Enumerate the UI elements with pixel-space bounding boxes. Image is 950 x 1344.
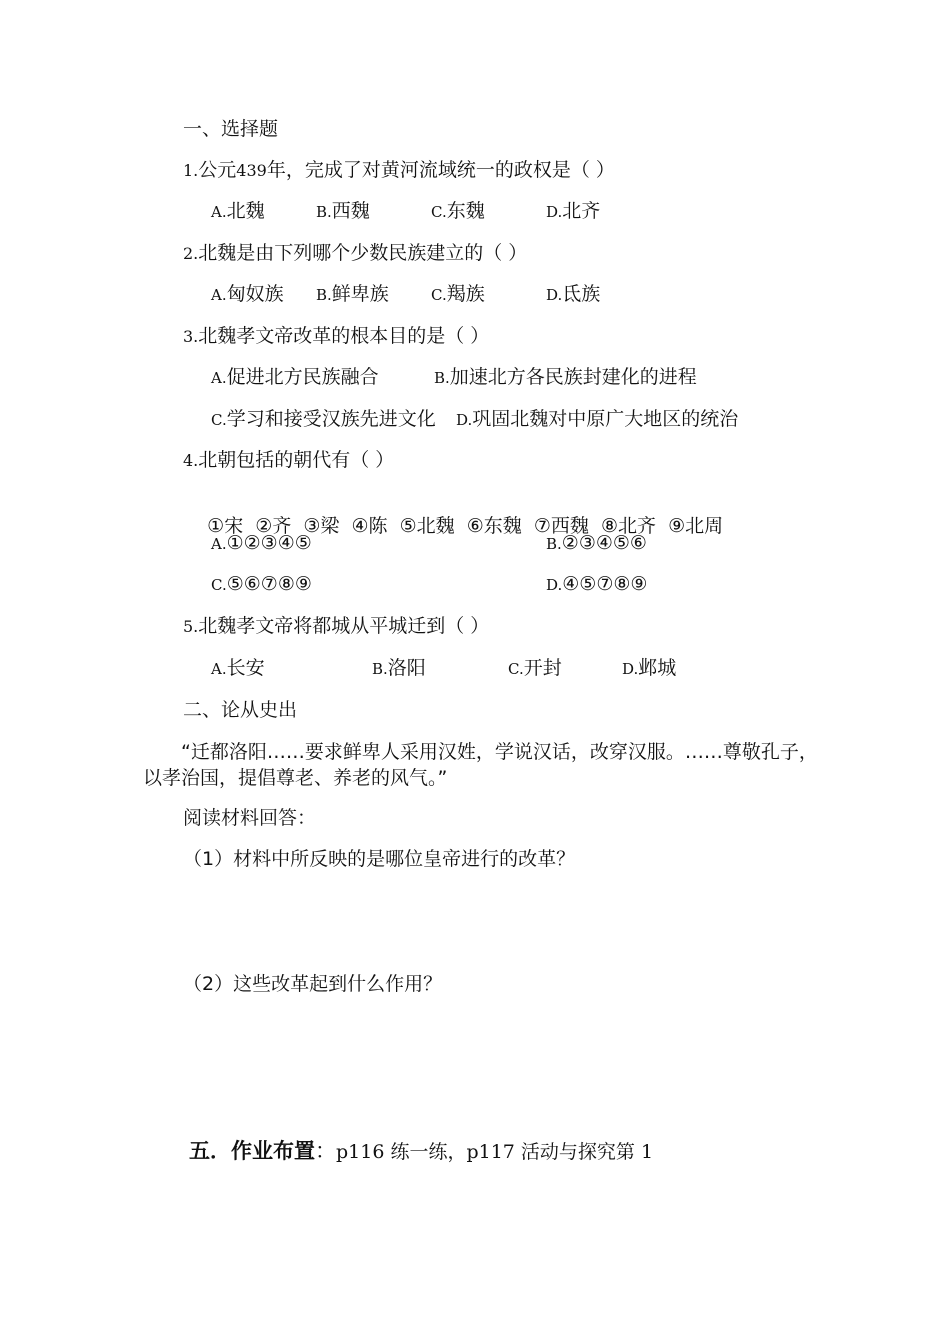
historical-quote — [143, 739, 823, 791]
question-text: 北魏孝文帝改革的根本目的是（ ） — [198, 325, 490, 347]
question-1 — [183, 158, 615, 183]
option-letter: B. — [546, 535, 562, 553]
homework-assignment — [189, 1137, 653, 1166]
option-text: 学习和接受汉族先进文化 — [226, 408, 436, 430]
quote-text: “迁都洛阳……要求鲜卑人采用汉姓，学说汉话，改穿汉服。……尊敬孔子，以孝治国，提倡尊老、养老的风气。” — [143, 741, 818, 789]
option-letter: D. — [456, 411, 473, 429]
q1-option-d — [546, 199, 600, 224]
question-number: 2. — [183, 244, 199, 263]
q5-option-c — [508, 656, 562, 681]
q3-option-c — [211, 407, 436, 432]
option-letter: A. — [211, 660, 227, 678]
sub-question-1 — [183, 847, 575, 871]
option-letter: D. — [546, 203, 563, 221]
question-number: 1. — [183, 161, 199, 180]
option-letter: C. — [431, 286, 447, 304]
option-letter: D. — [622, 660, 639, 678]
q4-option-a — [211, 531, 312, 556]
q4-option-b — [546, 531, 647, 556]
question-year: 439 — [236, 161, 267, 180]
homework-body: p116 练一练，p117 活动与探究第 1 — [336, 1141, 654, 1163]
option-letter: D. — [546, 286, 563, 304]
option-letter: C. — [211, 411, 227, 429]
option-letter: A. — [211, 203, 227, 221]
option-text: 促进北方民族融合 — [226, 366, 379, 388]
section-title-text: 一、选择题 — [183, 118, 279, 140]
q4-option-d — [546, 572, 647, 597]
option-text: ①②③④⑤ — [226, 532, 312, 554]
question-number: 5. — [183, 617, 199, 636]
option-letter: A. — [211, 286, 227, 304]
section-title-analysis — [183, 698, 297, 722]
question-number: 4. — [183, 451, 199, 470]
option-text: 羯族 — [446, 283, 485, 305]
section-title-text: 二、论从史出 — [183, 699, 298, 721]
option-text: 开封 — [523, 657, 562, 679]
q1-option-c — [431, 199, 485, 224]
question-3 — [183, 324, 489, 349]
option-letter: C. — [431, 203, 447, 221]
option-text: 匈奴族 — [226, 283, 284, 305]
section-title-choice — [183, 117, 278, 141]
option-text: 北齐 — [562, 200, 601, 222]
option-letter: B. — [434, 369, 450, 387]
homework-heading: 五．作业布置 — [189, 1139, 315, 1163]
option-letter: B. — [316, 203, 332, 221]
option-letter: B. — [372, 660, 388, 678]
question-number: 3. — [183, 327, 199, 346]
q3-option-a — [211, 365, 379, 390]
question-text: 北魏是由下列哪个少数民族建立的（ ） — [198, 242, 528, 264]
option-text: 加速北方各民族封建化的进程 — [449, 366, 697, 388]
option-letter: A. — [211, 369, 227, 387]
q4-option-c — [211, 572, 312, 597]
sub-question-text: （2）这些改革起到什么作用？ — [183, 973, 443, 995]
q2-option-c — [431, 282, 485, 307]
option-letter: D. — [546, 576, 563, 594]
option-text: 鲜卑族 — [331, 283, 389, 305]
option-text: 长安 — [226, 657, 265, 679]
q5-option-d — [622, 656, 676, 681]
question-text: 北魏孝文帝将都城从平城迁到（ ） — [198, 615, 490, 637]
option-letter: A. — [211, 535, 227, 553]
question-2 — [183, 241, 527, 266]
q5-option-a — [211, 656, 265, 681]
option-text: ②③④⑤⑥ — [561, 532, 647, 554]
question-text: 北朝包括的朝代有（ ） — [198, 449, 395, 471]
option-text: 巩固北魏对中原广大地区的统治 — [472, 408, 739, 430]
reading-prompt — [183, 806, 316, 830]
prompt-text: 阅读材料回答： — [183, 807, 317, 829]
question-text: 公元 — [198, 159, 237, 181]
option-letter: C. — [211, 576, 227, 594]
option-text: 邺城 — [638, 657, 677, 679]
option-text: 北魏 — [226, 200, 265, 222]
q1-option-b — [316, 199, 370, 224]
option-text: 东魏 — [446, 200, 485, 222]
q3-option-b — [434, 365, 697, 390]
sub-question-text: （1）材料中所反映的是哪位皇帝进行的改革？ — [183, 848, 576, 870]
q2-option-a — [211, 282, 284, 307]
option-text: 洛阳 — [387, 657, 426, 679]
q1-option-a — [211, 199, 265, 224]
option-letter: C. — [508, 660, 524, 678]
question-4 — [183, 448, 394, 473]
question-5 — [183, 614, 489, 639]
sub-question-2 — [183, 972, 442, 996]
option-text: ⑤⑥⑦⑧⑨ — [226, 573, 312, 595]
option-text: 氐族 — [562, 283, 601, 305]
q2-option-d — [546, 282, 600, 307]
q2-option-b — [316, 282, 389, 307]
q3-option-d — [456, 407, 738, 432]
option-text: ④⑤⑦⑧⑨ — [562, 573, 648, 595]
question-text: 年，完成了对黄河流域统一的政权是（ ） — [266, 159, 615, 181]
homework-colon: ： — [315, 1139, 336, 1163]
option-text: 西魏 — [331, 200, 370, 222]
dynasty-list-text: ①宋 ②齐 ③梁 ④陈 ⑤北魏 ⑥东魏 ⑦西魏 ⑧北齐 ⑨北周 — [207, 515, 724, 537]
option-letter: B. — [316, 286, 332, 304]
q5-option-b — [372, 656, 426, 681]
